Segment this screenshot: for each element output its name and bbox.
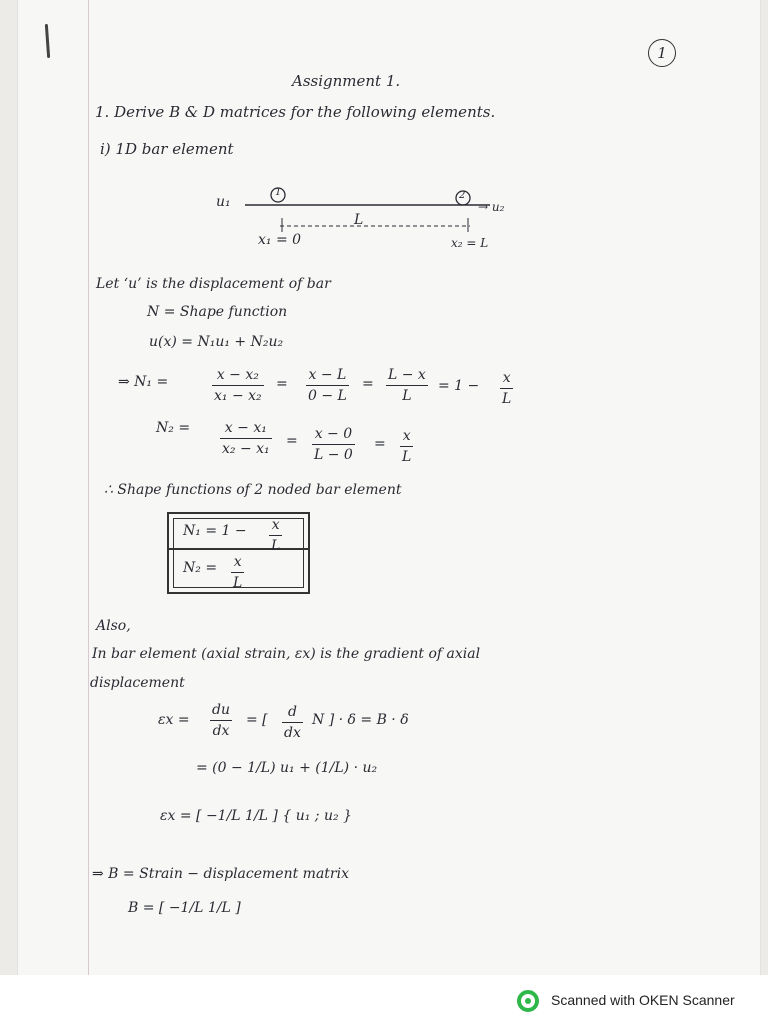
- n2-lhs: N₂ =: [156, 420, 191, 436]
- n1-fraction-2: x − L 0 − L: [308, 367, 347, 405]
- d-dx-fraction: d dx: [284, 704, 301, 742]
- b-definition: ⇒ B = Strain − displacement matrix: [92, 866, 349, 882]
- let-statement: Let ‘u’ is the displacement of bar: [96, 276, 331, 292]
- oken-logo-icon: [517, 990, 539, 1012]
- n1-lhs: ⇒ N₁ =: [118, 374, 169, 390]
- box-n2-fraction: x L: [233, 554, 243, 592]
- n2-fraction-3: x L: [402, 428, 412, 466]
- scanner-watermark-text: Scanned with OKEN Scanner: [551, 992, 735, 1008]
- strain-mid: = [: [246, 712, 268, 728]
- node1-label: 1: [275, 187, 282, 198]
- n1-tail: = 1 −: [438, 378, 480, 394]
- box-n2-label: N₂ =: [183, 560, 218, 576]
- x2-label: x₂ = L: [451, 236, 489, 250]
- also-label: Also,: [96, 618, 131, 634]
- u-equation: u(x) = N₁u₁ + N₂u₂: [149, 334, 284, 350]
- n1-fraction-1: x − x₂ x₁ − x₂: [214, 367, 262, 405]
- displacement-word: displacement: [90, 675, 185, 691]
- question-heading: 1. Derive B & D matrices for the following elements.: [95, 103, 496, 121]
- strain-rest: N ] · δ = B · δ: [312, 712, 409, 728]
- assignment-title: Assignment 1.: [292, 72, 401, 90]
- n1-fraction-3: L − x L: [388, 367, 426, 405]
- equals-sign: =: [362, 376, 374, 392]
- length-label: L: [354, 212, 364, 228]
- box-n1-label: N₁ = 1 −: [183, 523, 247, 539]
- equals-sign: =: [276, 376, 288, 392]
- n-definition: N = Shape function: [147, 304, 288, 320]
- x1-label: x₁ = 0: [258, 232, 302, 248]
- shape-function-box: [167, 512, 310, 594]
- u2-label: → u₂: [478, 200, 505, 214]
- strain-lhs: εx =: [158, 712, 190, 728]
- u1-label: u₁: [216, 194, 231, 210]
- equals-sign: =: [374, 436, 386, 452]
- node2-label: 2: [459, 190, 466, 201]
- strain-statement: In bar element (axial strain, εx) is the gradient of axial: [92, 646, 481, 662]
- box-divider: [169, 548, 308, 550]
- du-dx-fraction: du dx: [212, 702, 230, 740]
- subpart-heading: i) 1D bar element: [100, 140, 234, 158]
- n1-fraction-4: x L: [502, 370, 512, 408]
- therefore-statement: ∴ Shape functions of 2 noded bar element: [104, 482, 402, 498]
- page-number: 1: [648, 39, 676, 67]
- strain-matrix-form: εx = [ −1/L 1/L ] { u₁ ; u₂ }: [160, 808, 352, 824]
- b-matrix: B = [ −1/L 1/L ]: [128, 900, 241, 916]
- strain-line-2: = (0 − 1/L) u₁ + (1/L) · u₂: [196, 760, 378, 776]
- box-n1-fraction: x L: [271, 517, 281, 555]
- n2-fraction-2: x − 0 L − 0: [314, 426, 353, 464]
- n2-fraction-1: x − x₁ x₂ − x₁: [222, 420, 270, 458]
- equals-sign: =: [286, 433, 298, 449]
